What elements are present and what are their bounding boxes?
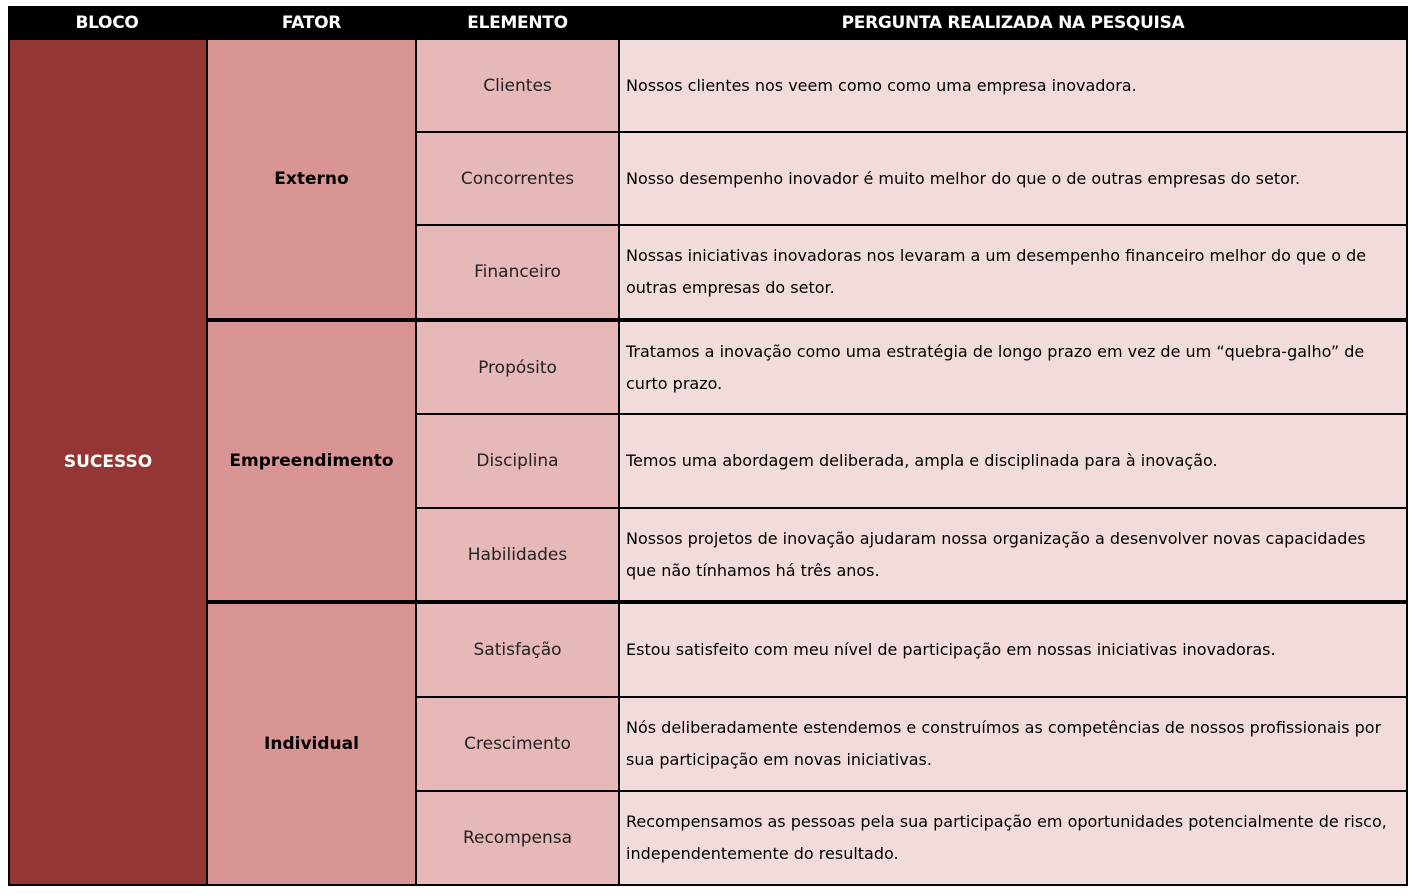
fator-individual: Individual [208, 604, 415, 884]
pergunta-recompensa: Recompensamos as pessoas pela sua participação em oportunidades potencialmente de risco, independentemente do resultado. [620, 792, 1406, 884]
pergunta-proposito: Tratamos a inovação como uma estratégia de longo prazo em vez de um “quebra-galho” de curto prazo. [620, 322, 1406, 413]
elemento-recompensa: Recompensa [417, 792, 618, 884]
elemento-proposito: Propósito [417, 322, 618, 413]
pergunta-satisfacao: Estou satisfeito com meu nível de participação em nossas iniciativas inovadoras. [620, 604, 1406, 696]
header-pergunta: PERGUNTA REALIZADA NA PESQUISA [841, 13, 1185, 33]
header-fator: FATOR [281, 13, 342, 33]
elemento-financeiro: Financeiro [417, 226, 618, 318]
elemento-habilidades: Habilidades [417, 509, 618, 600]
header-elemento: ELEMENTO [467, 13, 568, 33]
elemento-crescimento: Crescimento [417, 698, 618, 790]
elemento-satisfacao: Satisfação [417, 604, 618, 696]
elemento-clientes: Clientes [417, 40, 618, 131]
pergunta-crescimento: Nós deliberadamente estendemos e construímos as competências de nossos profissionais por sua participação em novas iniciativas. [620, 698, 1406, 790]
header-bloco: BLOCO [75, 13, 139, 33]
fator-empreendimento: Empreendimento [208, 322, 415, 600]
elemento-concorrentes: Concorrentes [417, 133, 618, 224]
pergunta-disciplina: Temos uma abordagem deliberada, ampla e disciplinada para à inovação. [620, 415, 1406, 507]
pergunta-habilidades: Nossos projetos de inovação ajudaram nossa organização a desenvolver novas capacidades que não tínhamos há três anos. [620, 509, 1406, 600]
pergunta-clientes: Nossos clientes nos veem como como uma empresa inovadora. [620, 40, 1406, 131]
pergunta-concorrentes: Nosso desempenho inovador é muito melhor do que o de outras empresas do setor. [620, 133, 1406, 224]
pergunta-financeiro: Nossas iniciativas inovadoras nos levaram a um desempenho financeiro melhor do que o de outras empresas do setor. [620, 226, 1406, 318]
bloco-cell: SUCESSO [10, 40, 206, 884]
fator-externo: Externo [208, 40, 415, 318]
elemento-disciplina: Disciplina [417, 415, 618, 507]
survey-table [8, 6, 1408, 886]
